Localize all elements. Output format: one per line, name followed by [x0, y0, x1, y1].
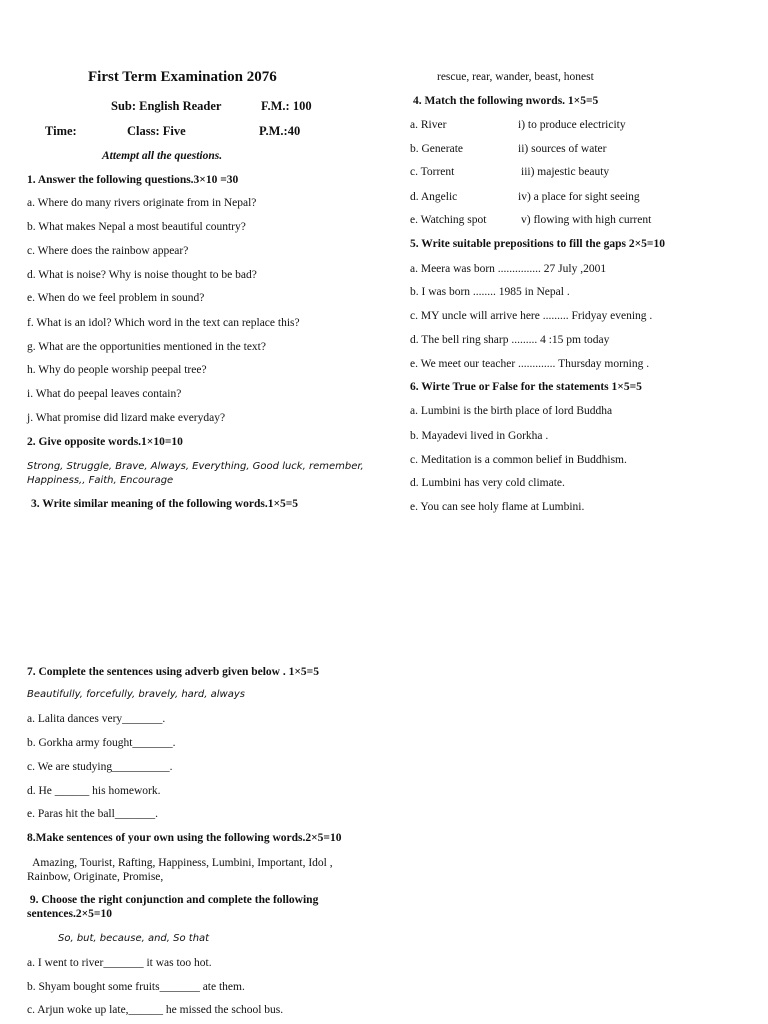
question-1-item: a. Where do many rivers originate from in Nepal? — [27, 197, 257, 209]
question-6-item: a. Lumbini is the birth place of lord Buddha — [410, 405, 613, 417]
match-right-item: iv) a place for sight seeing — [518, 191, 640, 203]
question-3-heading: 3. Write similar meaning of the following words.1×5=5 — [31, 498, 299, 510]
question-7-item: c. We are studying__________. — [27, 761, 173, 773]
question-6-item: c. Meditation is a common belief in Buddhism. — [410, 454, 627, 466]
question-5-heading: 5. Write suitable prepositions to fill the gaps 2×5=10 — [410, 238, 665, 250]
question-1-heading: 1. Answer the following questions.3×10 =30 — [27, 174, 239, 186]
question-9-item: b. Shyam bought some fruits_______ ate them. — [27, 981, 245, 993]
question-8-heading: 8.Make sentences of your own using the following words.2×5=10 — [27, 832, 342, 844]
question-2-word-list: Strong, Struggle, Brave, Always, Everything, Good luck, remember, — [27, 461, 364, 472]
question-1-item: i. What do peepal leaves contain? — [27, 388, 182, 400]
question-9-word-list: So, but, because, and, So that — [58, 933, 210, 944]
question-5-item: c. MY uncle will arrive here ......... Fridyay evening . — [410, 310, 653, 322]
exam-title: First Term Examination 2076 — [88, 69, 277, 85]
question-1-item: d. What is noise? Why is noise thought to be bad? — [27, 269, 257, 281]
question-7-item: d. He ______ his homework. — [27, 785, 161, 797]
question-7-word-list: Beautifully, forcefully, bravely, hard, always — [27, 689, 245, 700]
question-2-word-list: Happiness,, Faith, Encourage — [27, 475, 174, 486]
question-1-item: j. What promise did lizard make everyday? — [27, 412, 226, 424]
question-4-heading: 4. Match the following nwords. 1×5=5 — [413, 95, 599, 107]
class-label: Class: Five — [127, 124, 186, 138]
question-5-item: a. Meera was born ............... 27 July ,2001 — [410, 263, 607, 275]
match-right-item: iii) majestic beauty — [521, 166, 610, 178]
question-1-item: h. Why do people worship peepal tree? — [27, 364, 207, 376]
question-8-word-list: Rainbow, Originate, Promise, — [27, 871, 164, 883]
question-6-heading: 6. Wirte True or False for the statements 1×5=5 — [410, 381, 642, 393]
question-6-item: e. You can see holy flame at Lumbini. — [410, 501, 585, 513]
question-1-item: b. What makes Nepal a most beautiful country? — [27, 221, 246, 233]
question-1-item: e. When do we feel problem in sound? — [27, 292, 205, 304]
question-7-item: b. Gorkha army fought_______. — [27, 737, 176, 749]
question-5-item: e. We meet our teacher ............. Thursday morning . — [410, 358, 650, 370]
question-5-item: b. I was born ........ 1985 in Nepal . — [410, 286, 570, 298]
question-6-item: d. Lumbini has very cold climate. — [410, 477, 565, 489]
question-5-item: d. The bell ring sharp ......... 4 :15 pm today — [410, 334, 610, 346]
match-right-item: ii) sources of water — [518, 143, 607, 155]
time-label: Time: — [45, 124, 77, 138]
question-1-item: f. What is an idol? Which word in the text can replace this? — [27, 317, 300, 329]
question-8-word-list: Amazing, Tourist, Rafting, Happiness, Lumbini, Important, Idol , — [27, 857, 333, 869]
question-9-heading: 9. Choose the right conjunction and complete the following — [27, 894, 319, 906]
question-6-item: b. Mayadevi lived in Gorkha . — [410, 430, 549, 442]
match-left-item: b. Generate — [410, 143, 463, 155]
question-7-item: e. Paras hit the ball_______. — [27, 808, 158, 820]
instruction: Attempt all the questions. — [102, 150, 223, 162]
question-1-item: c. Where does the rainbow appear? — [27, 245, 189, 257]
match-left-item: a. River — [410, 119, 447, 131]
match-right-item: v) flowing with high current — [521, 214, 652, 226]
match-right-item: i) to produce electricity — [518, 119, 626, 131]
question-7-heading: 7. Complete the sentences using adverb given below . 1×5=5 — [27, 666, 319, 678]
question-1-item: g. What are the opportunities mentioned in the text? — [27, 341, 266, 353]
question-2-heading: 2. Give opposite words.1×10=10 — [27, 436, 183, 448]
question-9-item: c. Arjun woke up late,______ he missed the school bus. — [27, 1004, 284, 1016]
subject-label: Sub: English Reader — [111, 99, 222, 113]
question-3-word-list: rescue, rear, wander, beast, honest — [437, 71, 594, 83]
match-left-item: e. Watching spot — [410, 214, 487, 226]
pass-marks-label: P.M.:40 — [259, 124, 301, 138]
question-9-item: a. I went to river_______ it was too hot. — [27, 957, 212, 969]
full-marks-label: F.M.: 100 — [261, 99, 312, 113]
question-9-heading: sentences.2×5=10 — [27, 908, 112, 920]
match-left-item: d. Angelic — [410, 191, 458, 203]
match-left-item: c. Torrent — [410, 166, 455, 178]
question-7-item: a. Lalita dances very_______. — [27, 713, 166, 725]
